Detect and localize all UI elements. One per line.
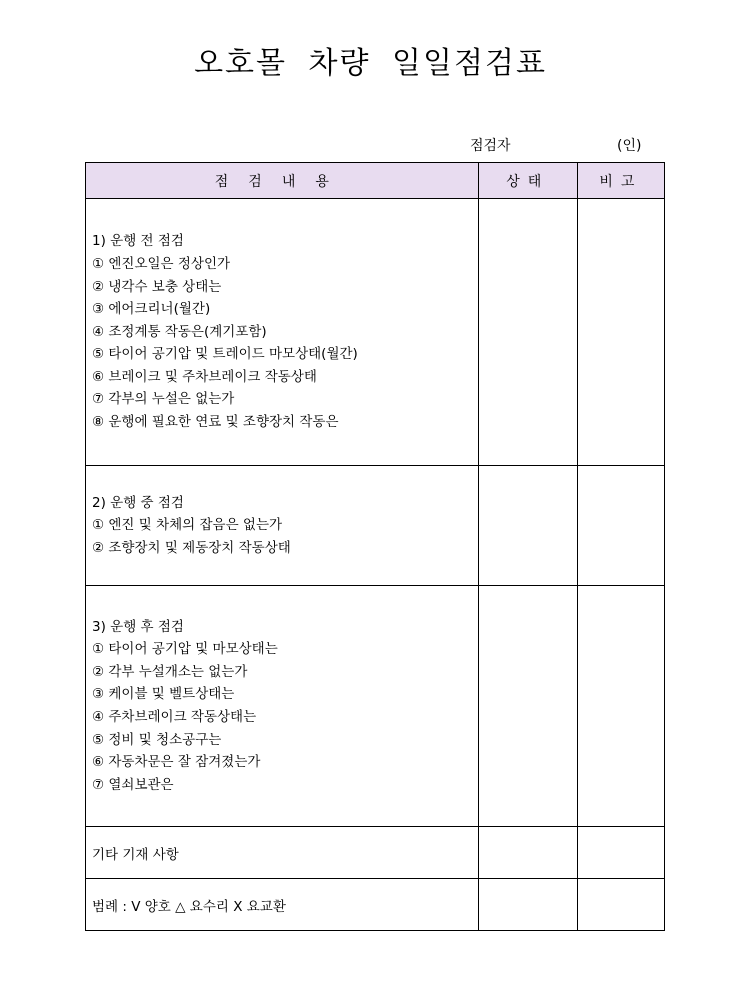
table-row: [86, 879, 665, 931]
status-cell[interactable]: [478, 827, 577, 879]
check-item: ④ 조정계통 작동은(계기포함): [92, 323, 267, 340]
check-item: ③ 케이블 및 벨트상태는: [92, 686, 235, 703]
page-title: 오호몰 차량 일일점검표: [194, 46, 547, 81]
table-row: [86, 466, 665, 586]
header-note: 비고: [577, 163, 664, 199]
check-item: ⑥ 자동차문은 잘 잠겨졌는가: [92, 754, 261, 771]
note-cell[interactable]: [577, 827, 664, 879]
table-row: [86, 827, 665, 879]
section-pre-drive: [86, 199, 479, 466]
status-cell[interactable]: [478, 879, 577, 931]
section-post-drive: [86, 586, 479, 827]
status-cell[interactable]: [478, 586, 577, 827]
check-item: ⑤ 정비 및 청소공구는: [92, 731, 222, 748]
check-item: ① 타이어 공기압 및 마모상태는: [92, 641, 278, 658]
note-cell[interactable]: [577, 879, 664, 931]
check-item: ⑥ 브레이크 및 주차브레이크 작동상태: [92, 368, 317, 385]
section-heading: 2) 운행 중 점검: [92, 494, 184, 511]
check-item: ⑦ 열쇠보관은: [92, 776, 174, 793]
checklist-table: [85, 162, 665, 931]
table-row: [86, 199, 665, 466]
other-notes-label: 기타 기재 사항: [86, 827, 479, 879]
section-heading: 3) 운행 후 점검: [92, 618, 184, 635]
section-during-drive: [86, 466, 479, 586]
check-item: ⑦ 각부의 누설은 없는가: [92, 391, 235, 408]
note-cell[interactable]: [577, 199, 664, 466]
header-status: 상태: [478, 163, 577, 199]
table-row: [86, 586, 665, 827]
header-content: 점검내용: [86, 163, 479, 199]
status-cell[interactable]: [478, 199, 577, 466]
check-item: ③ 에어크리너(월간): [92, 301, 211, 318]
inspector-label: 점검자: [470, 138, 511, 154]
check-item: ① 엔진오일은 정상인가: [92, 255, 231, 272]
section-heading: 1) 운행 전 점검: [92, 233, 184, 250]
check-item: ② 조향장치 및 제동장치 작동상태: [92, 539, 291, 556]
note-cell[interactable]: [577, 466, 664, 586]
seal-label: (인): [617, 138, 642, 154]
check-item: ⑧ 운행에 필요한 연료 및 조향장치 작동은: [92, 414, 339, 431]
legend-text: 범례 : V 양호 △ 요수리 X 요교환: [86, 879, 479, 931]
note-cell[interactable]: [577, 586, 664, 827]
status-cell[interactable]: [478, 466, 577, 586]
check-item: ④ 주차브레이크 작동상태는: [92, 709, 257, 725]
check-item: ② 각부 누설개소는 없는가: [92, 663, 248, 680]
table-header-row: [86, 163, 665, 199]
check-item: ① 엔진 및 차체의 잡음은 없는가: [92, 517, 283, 534]
check-item: ⑤ 타이어 공기압 및 트레이드 마모상태(월간): [92, 346, 358, 363]
check-item: ② 냉각수 보충 상태는: [92, 278, 222, 295]
